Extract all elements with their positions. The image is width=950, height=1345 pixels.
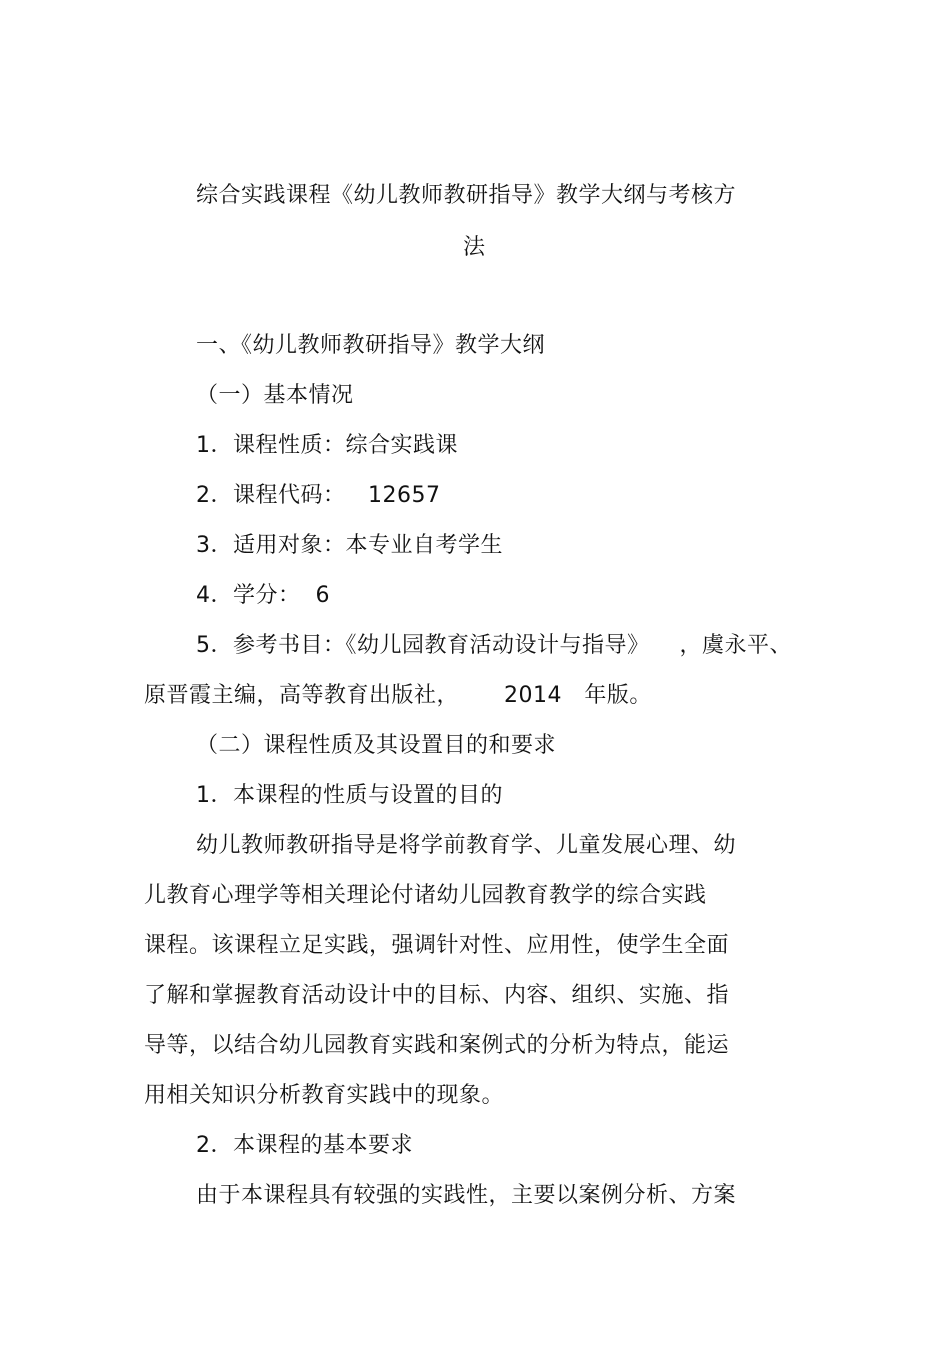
paragraph-line: 课程。该课程立足实践，强调针对性、应用性，使学生全面 xyxy=(144,933,730,958)
section-heading: 一、《幼儿教师教研指导》教学大纲 xyxy=(196,333,546,358)
paragraph-line: 幼儿教师教研指导是将学前教育学、儿童发展心理、幼 xyxy=(196,833,737,858)
subsection-heading-basic-info: （一）基本情况 xyxy=(196,383,354,408)
basic-info-item-5: 5．参考书目：《幼儿园教育活动设计与指导》 ，虞永平、 xyxy=(196,633,792,658)
paragraph-line: 儿教育心理学等相关理论付诸幼儿园教育教学的综合实践 xyxy=(144,883,707,908)
basic-info-item-2: 2．课程代码： 12657 xyxy=(196,483,441,508)
basic-info-item-3: 3．适用对象：本专业自考学生 xyxy=(196,533,503,558)
paragraph-heading-requirements: 2．本课程的基本要求 xyxy=(196,1133,413,1158)
document-title-line-1: 综合实践课程《幼儿教师教研指导》教学大纲与考核方 xyxy=(196,183,737,208)
subsection-heading-nature-purpose: （二）课程性质及其设置目的和要求 xyxy=(196,733,557,758)
paragraph-line: 了解和掌握教育活动设计中的目标、内容、组织、实施、指 xyxy=(144,983,730,1008)
paragraph-heading-nature: 1．本课程的性质与设置的目的 xyxy=(196,783,503,808)
basic-info-item-4: 4．学分： 6 xyxy=(196,583,330,608)
basic-info-item-5-continued: 原晋霞主编，高等教育出版社， 2014 年版。 xyxy=(144,683,652,708)
paragraph-line: 由于本课程具有较强的实践性，主要以案例分析、方案 xyxy=(196,1183,737,1208)
document-title-line-2: 法 xyxy=(463,235,486,260)
basic-info-item-1: 1．课程性质：综合实践课 xyxy=(196,433,458,458)
paragraph-line: 用相关知识分析教育实践中的现象。 xyxy=(144,1083,505,1108)
paragraph-line: 导等，以结合幼儿园教育实践和案例式的分析为特点，能运 xyxy=(144,1033,730,1058)
